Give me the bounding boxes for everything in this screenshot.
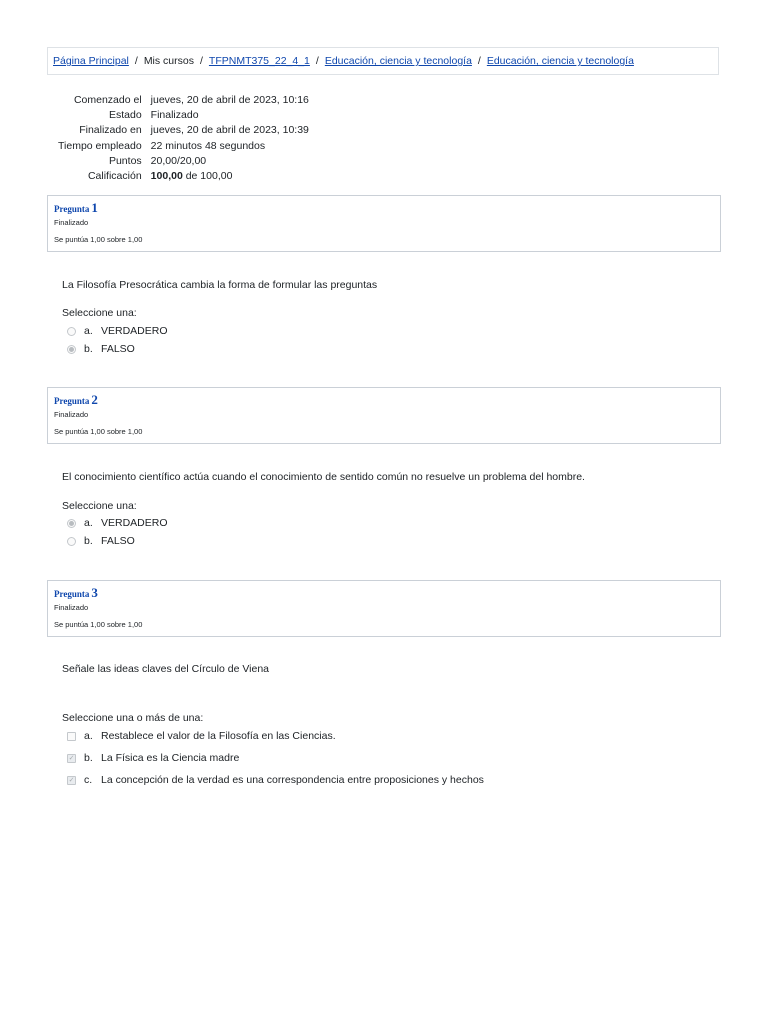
breadcrumb-home[interactable]: Página Principal (53, 55, 129, 67)
checkbox-checked[interactable]: ✓ (68, 754, 75, 762)
breadcrumb-my-courses: Mis cursos (143, 55, 194, 67)
question-grade: Se puntúa 1,00 sobre 1,00 (54, 620, 143, 629)
option-text: VERDADERO (101, 517, 168, 529)
grade-score: 100,00 (150, 170, 183, 183)
summary-label: Finalizado en (79, 124, 142, 137)
summary-label: Tiempo empleado (58, 139, 142, 152)
option-letter: b. (84, 535, 93, 547)
question-number-value: 1 (91, 200, 98, 215)
breadcrumb-separator: / (200, 55, 203, 67)
checkbox-checked[interactable]: ✓ (68, 776, 75, 784)
option-text: FALSO (101, 535, 135, 547)
option-text: La Física es la Ciencia madre (101, 752, 240, 764)
breadcrumb-quiz[interactable]: Educación, ciencia y tecnología (486, 55, 634, 67)
answer-prompt: Seleccione una: (62, 307, 137, 319)
question-info-2 (47, 387, 721, 444)
summary-value: jueves, 20 de abril de 2023, 10:16 (150, 94, 309, 106)
option-letter: b. (84, 343, 93, 355)
option-text: La concepción de la verdad es una correspondencia entre proposiciones y hechos (101, 774, 484, 786)
question-state: Finalizado (54, 218, 89, 227)
summary-label: Estado (108, 109, 142, 122)
breadcrumb-course[interactable]: TFPNMT375_22_4_1 (208, 55, 310, 67)
summary-row-marks (58, 154, 309, 169)
question-number (54, 392, 720, 409)
radio-button-selected[interactable] (67, 519, 76, 528)
breadcrumb-separator: / (134, 55, 138, 67)
question-text: La Filosofía Presocrática cambia la forma de formular las preguntas (62, 279, 378, 291)
question-number (54, 585, 720, 602)
breadcrumb-section[interactable]: Educación, ciencia y tecnología (324, 55, 472, 67)
option-letter: a. (84, 730, 93, 742)
question-grade: Se puntúa 1,00 sobre 1,00 (54, 235, 143, 244)
summary-row-grade (58, 169, 309, 184)
question-state: Finalizado (54, 410, 89, 419)
grade-out-of: de 100,00 (182, 170, 233, 183)
option-text: VERDADERO (101, 325, 168, 337)
breadcrumb-separator: / (315, 55, 319, 67)
attempt-summary-table (58, 93, 309, 184)
question-number-value: 2 (91, 392, 98, 407)
answer-option[interactable] (67, 343, 135, 355)
breadcrumb-separator: / (477, 55, 481, 67)
answer-option[interactable] (67, 535, 135, 547)
radio-button[interactable] (67, 537, 76, 546)
answer-prompt: Seleccione una o más de una: (62, 712, 204, 724)
question-label: Pregunta (54, 204, 90, 214)
option-letter: b. (84, 752, 93, 764)
question-number (54, 200, 720, 217)
option-letter: a. (84, 325, 93, 337)
summary-label: Calificación (87, 170, 142, 183)
question-state: Finalizado (54, 603, 89, 612)
radio-button[interactable] (67, 327, 76, 336)
summary-row-completed (58, 123, 309, 138)
question-label: Pregunta (54, 589, 90, 599)
option-text: FALSO (101, 343, 135, 355)
answer-option[interactable] (67, 517, 168, 529)
summary-row-time-taken (58, 139, 309, 154)
answer-option[interactable] (67, 774, 484, 786)
answer-option[interactable] (67, 730, 336, 742)
option-letter: c. (84, 774, 93, 786)
question-label: Pregunta (54, 396, 90, 406)
summary-row-started (58, 93, 309, 108)
breadcrumb (47, 47, 719, 75)
option-letter: a. (84, 517, 93, 529)
question-info-1 (47, 195, 721, 252)
question-text: El conocimiento científico actúa cuando el conocimiento de sentido común no resuelve un problema del hombre. (62, 471, 585, 483)
summary-value: 22 minutos 48 segundos (150, 139, 266, 152)
summary-label: Puntos (108, 154, 142, 167)
checkbox[interactable] (67, 732, 76, 741)
answer-option[interactable] (67, 325, 168, 337)
question-text: Señale las ideas claves del Círculo de Viena (62, 663, 270, 675)
summary-row-state (58, 108, 309, 123)
question-number-value: 3 (91, 585, 98, 600)
summary-label: Comenzado el (73, 94, 142, 106)
question-grade: Se puntúa 1,00 sobre 1,00 (54, 427, 143, 436)
summary-value: jueves, 20 de abril de 2023, 10:39 (150, 124, 309, 137)
summary-value (151, 169, 309, 184)
summary-value: 20,00/20,00 (150, 154, 207, 167)
option-text: Restablece el valor de la Filosofía en las Ciencias. (101, 730, 336, 742)
radio-button-selected[interactable] (67, 345, 76, 354)
summary-value: Finalizado (150, 109, 199, 122)
answer-prompt: Seleccione una: (62, 500, 137, 512)
question-info-3 (47, 580, 721, 637)
answer-option[interactable] (67, 752, 239, 764)
